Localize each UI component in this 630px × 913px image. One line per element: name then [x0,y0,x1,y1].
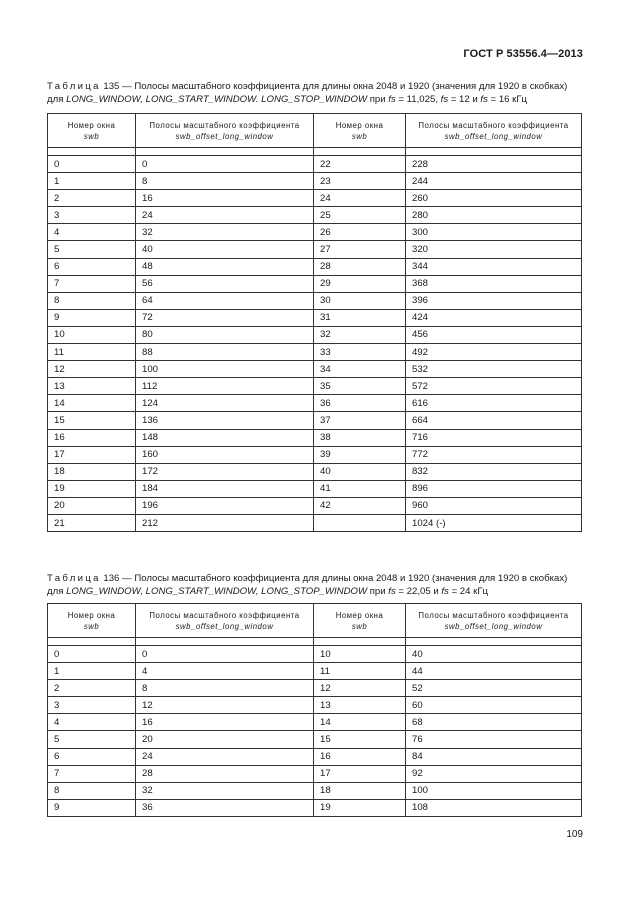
col-header-window-number: Номер окна swb [314,604,406,638]
cell-window-number: 33 [314,344,406,361]
table-row [48,292,582,309]
cell-swb-offset: 396 [406,292,582,309]
cell-window-number: 42 [314,497,406,514]
cell-window-number: 36 [314,395,406,412]
cell-swb-offset: 196 [136,497,314,514]
fs-value: = 12 и [448,94,481,105]
cell-swb-offset: 0 [136,156,314,173]
cell-swb-offset: 300 [406,224,582,241]
cell-swb-offset: 896 [406,480,582,497]
table-spacer [48,148,582,156]
cell-swb-offset: 8 [136,173,314,190]
col-header-scale-factor-bands: Полосы масштабного коэффициента swb_offset_long_window [406,114,582,148]
cell-window-number: 11 [314,663,406,680]
cell-swb-offset: 148 [136,429,314,446]
cell-swb-offset: 68 [406,714,582,731]
fs-symbol: fs [480,94,488,105]
cell-window-number: 4 [48,714,136,731]
table-135-caption [47,80,587,106]
cell-window-number: 1 [48,663,136,680]
cell-window-number: 29 [314,275,406,292]
table-row [48,765,582,782]
cell-swb-offset: 960 [406,497,582,514]
cell-window-number: 14 [314,714,406,731]
table-row [48,714,582,731]
cell-swb-offset: 532 [406,361,582,378]
cell-window-number: 9 [48,799,136,816]
cell-swb-offset: 424 [406,309,582,326]
cell-window-number: 13 [48,378,136,395]
cell-window-number: 8 [48,292,136,309]
cell-window-number: 35 [314,378,406,395]
fs-value: = 16 кГц [487,94,528,105]
cell-swb-offset: 184 [136,480,314,497]
cell-window-number: 10 [48,326,136,343]
table-row [48,344,582,361]
table-row [48,799,582,816]
cell-swb-offset: 16 [136,714,314,731]
cell-swb-offset: 76 [406,731,582,748]
cell-window-number: 2 [48,680,136,697]
cell-window-number: 0 [48,156,136,173]
cell-swb-offset: 92 [406,765,582,782]
cell-window-number: 6 [48,258,136,275]
fs-symbol: fs [388,94,396,105]
cell-swb-offset: 48 [136,258,314,275]
table-row [48,224,582,241]
cell-swb-offset: 244 [406,173,582,190]
cell-window-number: 0 [48,646,136,663]
cell-swb-offset: 64 [136,292,314,309]
cell-swb-offset: 24 [136,207,314,224]
table-row [48,697,582,714]
cell-window-number: 30 [314,292,406,309]
fs-symbol: fs [441,586,449,597]
cell-window-number: 17 [314,765,406,782]
table-row [48,680,582,697]
cell-swb-offset: 32 [136,224,314,241]
cell-window-number: 13 [314,697,406,714]
table-136 [47,603,582,817]
table-spacer [48,638,582,646]
col-header-window-number: Номер окна swb [48,604,136,638]
fs-symbol: fs [440,94,449,105]
cell-window-number: 25 [314,207,406,224]
window-types: LONG_WINDOW, LONG_START_WINDOW, LONG_STOP_WINDOW [66,586,368,597]
cell-window-number: 24 [314,190,406,207]
table-row [48,412,582,429]
cell-window-number: 5 [48,731,136,748]
cell-swb-offset: 456 [406,326,582,343]
cell-window-number [314,514,406,531]
cell-window-number: 4 [48,224,136,241]
cell-swb-offset: 260 [406,190,582,207]
cell-swb-offset: 4 [136,663,314,680]
cell-window-number: 3 [48,207,136,224]
cell-swb-offset: 108 [406,799,582,816]
caption-text: для [47,94,67,105]
cell-window-number: 21 [48,514,136,531]
cell-swb-offset: 0 [136,646,314,663]
cell-window-number: 11 [48,344,136,361]
table-row [48,378,582,395]
cell-window-number: 26 [314,224,406,241]
cell-swb-offset: 280 [406,207,582,224]
cell-window-number: 6 [48,748,136,765]
col-header-scale-factor-bands: Полосы масштабного коэффициента swb_offset_long_window [406,604,582,638]
table-row [48,173,582,190]
cell-window-number: 19 [314,799,406,816]
cell-swb-offset: 44 [406,663,582,680]
caption-label: Таблица [47,573,101,584]
cell-swb-offset: 772 [406,446,582,463]
table-row [48,207,582,224]
table-row [48,326,582,343]
cell-window-number: 19 [48,480,136,497]
table-136-caption [47,572,587,598]
table-135 [47,113,582,532]
fs-value: = 11,025, [395,94,441,105]
cell-window-number: 3 [48,697,136,714]
caption-text: для [47,586,67,597]
cell-window-number: 17 [48,446,136,463]
caption-text: при [367,94,389,105]
cell-window-number: 18 [314,782,406,799]
cell-swb-offset: 12 [136,697,314,714]
cell-window-number: 37 [314,412,406,429]
fs-value: = 22,05 и [395,586,442,597]
cell-swb-offset: 16 [136,190,314,207]
cell-window-number: 22 [314,156,406,173]
table-row [48,646,582,663]
table-row [48,463,582,480]
table-row [48,514,582,531]
cell-window-number: 10 [314,646,406,663]
table-row [48,275,582,292]
table-row [48,446,582,463]
cell-swb-offset: 112 [136,378,314,395]
cell-window-number: 32 [314,326,406,343]
cell-swb-offset: 228 [406,156,582,173]
cell-window-number: 34 [314,361,406,378]
cell-swb-offset: 100 [406,782,582,799]
cell-window-number: 1 [48,173,136,190]
cell-window-number: 15 [314,731,406,748]
cell-window-number: 40 [314,463,406,480]
cell-window-number: 5 [48,241,136,258]
cell-swb-offset: 36 [136,799,314,816]
cell-window-number: 20 [48,497,136,514]
cell-window-number: 16 [314,748,406,765]
cell-window-number: 12 [48,361,136,378]
cell-swb-offset: 88 [136,344,314,361]
cell-swb-offset: 32 [136,782,314,799]
cell-swb-offset: 664 [406,412,582,429]
cell-swb-offset: 72 [136,309,314,326]
cell-swb-offset: 160 [136,446,314,463]
cell-swb-offset: 320 [406,241,582,258]
col-header-window-number: Номер окна swb [314,114,406,148]
cell-window-number: 18 [48,463,136,480]
cell-swb-offset: 84 [406,748,582,765]
cell-window-number: 41 [314,480,406,497]
cell-window-number: 7 [48,275,136,292]
document-id: ГОСТ Р 53556.4—2013 [463,48,583,60]
cell-window-number: 14 [48,395,136,412]
cell-window-number: 15 [48,412,136,429]
cell-swb-offset: 716 [406,429,582,446]
cell-window-number: 12 [314,680,406,697]
table-row [48,156,582,173]
table-row [48,241,582,258]
table-row [48,309,582,326]
caption-text: 135 — Полосы масштабного коэффициента для длины окна 2048 и 1920 (значения для 1920 в скобках) [100,81,568,92]
col-header-scale-factor-bands: Полосы масштабного коэффициента swb_offset_long_window [136,604,314,638]
cell-swb-offset: 572 [406,378,582,395]
caption-text: 136 — Полосы масштабного коэффициента для длины окна 2048 и 1920 (значения для 1920 в скобках) [100,573,568,584]
table-row [48,782,582,799]
cell-window-number: 39 [314,446,406,463]
cell-swb-offset: 124 [136,395,314,412]
col-header-window-number: Номер окна swb [48,114,136,148]
cell-swb-offset: 832 [406,463,582,480]
cell-swb-offset: 344 [406,258,582,275]
cell-swb-offset: 100 [136,361,314,378]
col-header-scale-factor-bands: Полосы масштабного коэффициента swb_offset_long_window [136,114,314,148]
cell-swb-offset: 80 [136,326,314,343]
cell-swb-offset: 8 [136,680,314,697]
cell-swb-offset: 24 [136,748,314,765]
cell-swb-offset: 212 [136,514,314,531]
page-number: 109 [566,829,583,840]
table-row [48,497,582,514]
window-types: LONG_WINDOW, LONG_START_WINDOW. LONG_STOP_WINDOW [66,94,368,105]
table-row [48,258,582,275]
cell-swb-offset: 28 [136,765,314,782]
table-row [48,663,582,680]
cell-window-number: 16 [48,429,136,446]
cell-swb-offset: 40 [136,241,314,258]
cell-swb-offset: 56 [136,275,314,292]
cell-window-number: 9 [48,309,136,326]
table-row [48,731,582,748]
cell-swb-offset: 368 [406,275,582,292]
cell-window-number: 27 [314,241,406,258]
caption-text: при [367,586,389,597]
fs-value: = 24 кГц [448,586,489,597]
cell-swb-offset: 20 [136,731,314,748]
cell-swb-offset: 492 [406,344,582,361]
cell-swb-offset: 1024 (-) [406,514,582,531]
table-row [48,361,582,378]
cell-window-number: 7 [48,765,136,782]
cell-window-number: 28 [314,258,406,275]
cell-window-number: 31 [314,309,406,326]
fs-symbol: fs [388,586,396,597]
cell-window-number: 8 [48,782,136,799]
cell-window-number: 2 [48,190,136,207]
cell-swb-offset: 40 [406,646,582,663]
cell-window-number: 23 [314,173,406,190]
table-row [48,429,582,446]
table-row [48,748,582,765]
cell-swb-offset: 60 [406,697,582,714]
cell-swb-offset: 52 [406,680,582,697]
table-row [48,480,582,497]
cell-swb-offset: 136 [136,412,314,429]
cell-swb-offset: 172 [136,463,314,480]
table-row [48,190,582,207]
cell-window-number: 38 [314,429,406,446]
table-row [48,395,582,412]
caption-label: Таблица [47,81,101,92]
cell-swb-offset: 616 [406,395,582,412]
